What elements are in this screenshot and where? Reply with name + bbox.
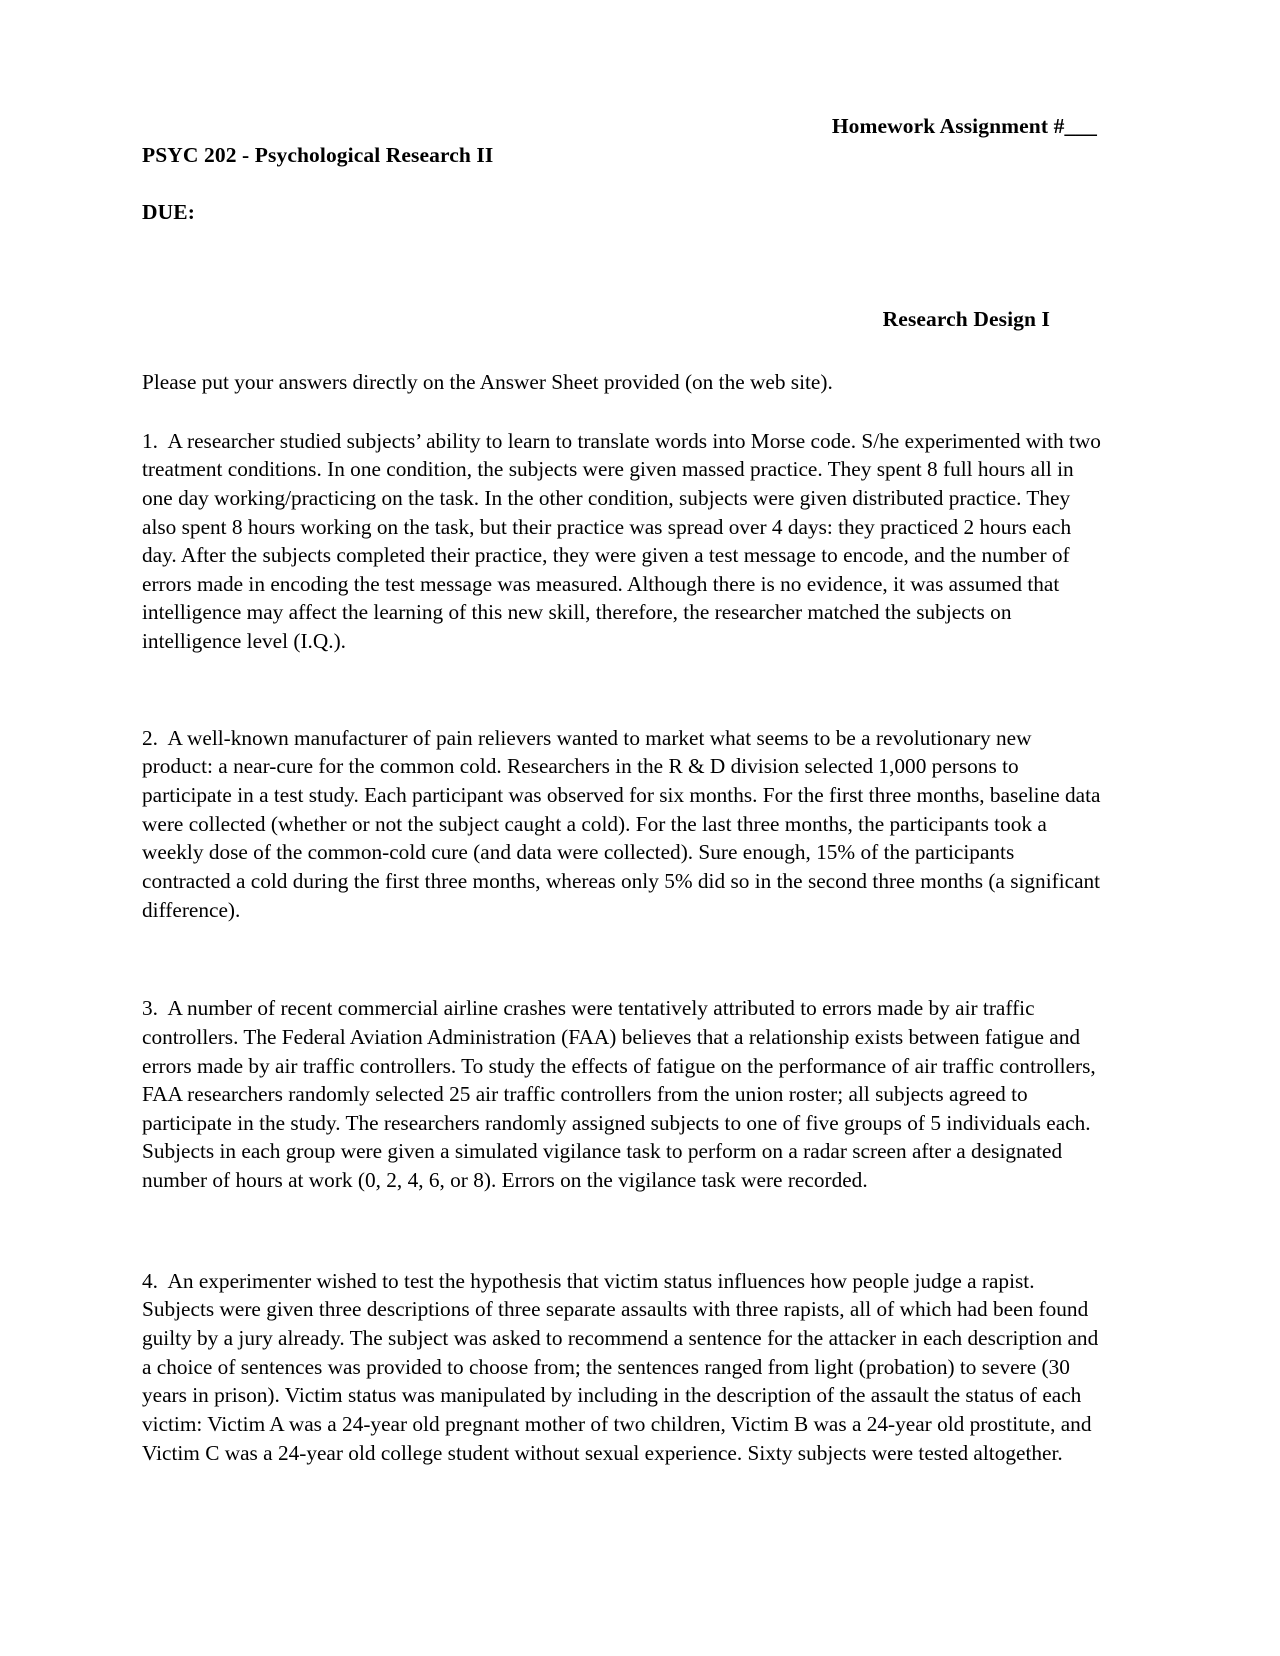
problem-number-4: 4. xyxy=(142,1268,158,1293)
problem-number-2: 2. xyxy=(142,725,158,750)
problem-text-2: A well-known manufacturer of pain relievers wanted to market what seems to be a revolutionary new product: a near-cure for the common cold. Researchers in the R & D division selected 1,000 persons to participate in a test study. Each participant was observed for six months. For the first three months, baseline data were collected (whether or not the subject caught a cold). For the last three months, the participants took a weekly dose of the common-cold cure (and data were collected). Sure enough, 15% of the participants contracted a cold during the first three months, whereas only 5% did so in the second three months (a significant difference). xyxy=(142,725,1101,922)
problem-number-3: 3. xyxy=(142,996,158,1021)
header-left-block xyxy=(142,112,493,255)
problem-item-3 xyxy=(142,994,1105,1194)
problem-list xyxy=(142,427,1105,1468)
problem-item-2 xyxy=(142,724,1105,924)
assignment-number: Homework Assignment #___ xyxy=(831,114,1097,138)
instructions-line: Please put your answers directly on the Answer Sheet provided (on the web site). xyxy=(142,369,833,394)
problem-text-3: A number of recent commercial airline crashes were tentatively attributed to errors made by air traffic controllers. The Federal Aviation Administration (FAA) believes that a relationship exists between fatigue and errors made by air traffic controllers. To study the effects of fatigue on the performance of air traffic controllers, FAA researchers randomly selected 25 air traffic controllers from the union roster; all subjects agreed to participate in the study. The researchers randomly assigned subjects to one of five groups of 5 individuals each. Subjects in each group were given a simulated vigilance task to perform on a radar screen after a designated number of hours at work (0, 2, 4, 6, or 8). Errors on the vigilance task were recorded. xyxy=(142,996,1096,1193)
course-title: PSYC 202 - Psychological Research II xyxy=(142,142,494,167)
document-header xyxy=(142,112,1105,255)
problem-text-4: An experimenter wished to test the hypothesis that victim status influences how people judge a rapist. Subjects were given three descriptions of three separate assaults with three rapists, all of which had been found guilty by a jury already. The subject was asked to recommend a sentence for the attacker in each description and a choice of sentences was provided to choose from; the sentences ranged from light (probation) to severe (30 years in prison). Victim status was manipulated by including in the description of the assault the status of each victim: Victim A was a 24-year old pregnant mother of two children, Victim B was a 24-year old prostitute, and Victim C was a 24-year old college student without sexual experience. Sixty subjects were tested altogether. xyxy=(142,1268,1099,1465)
problem-item-1 xyxy=(142,427,1105,656)
page-title: Research Design I xyxy=(882,306,1050,331)
problem-item-4 xyxy=(142,1267,1105,1467)
due-label: DUE: xyxy=(142,199,195,224)
problem-text-1: A researcher studied subjects’ ability to learn to translate words into Morse code. S/he experimented with two treatment conditions. In one condition, the subjects were given massed practice. They spent 8 full hours all in one day working/practicing on the task. In the other condition, subjects were given distributed practice. They also spent 8 hours working on the task, but their practice was spread over 4 days: they practiced 2 hours each day. After the subjects completed their practice, they were given a test message to encode, and the number of errors made in encoding the test message was measured. Although there is no evidence, it was assumed that intelligence may affect the learning of this new skill, therefore, the researcher matched the subjects on intelligence level (I.Q.). xyxy=(142,428,1101,654)
problem-number-1: 1. xyxy=(142,428,158,453)
